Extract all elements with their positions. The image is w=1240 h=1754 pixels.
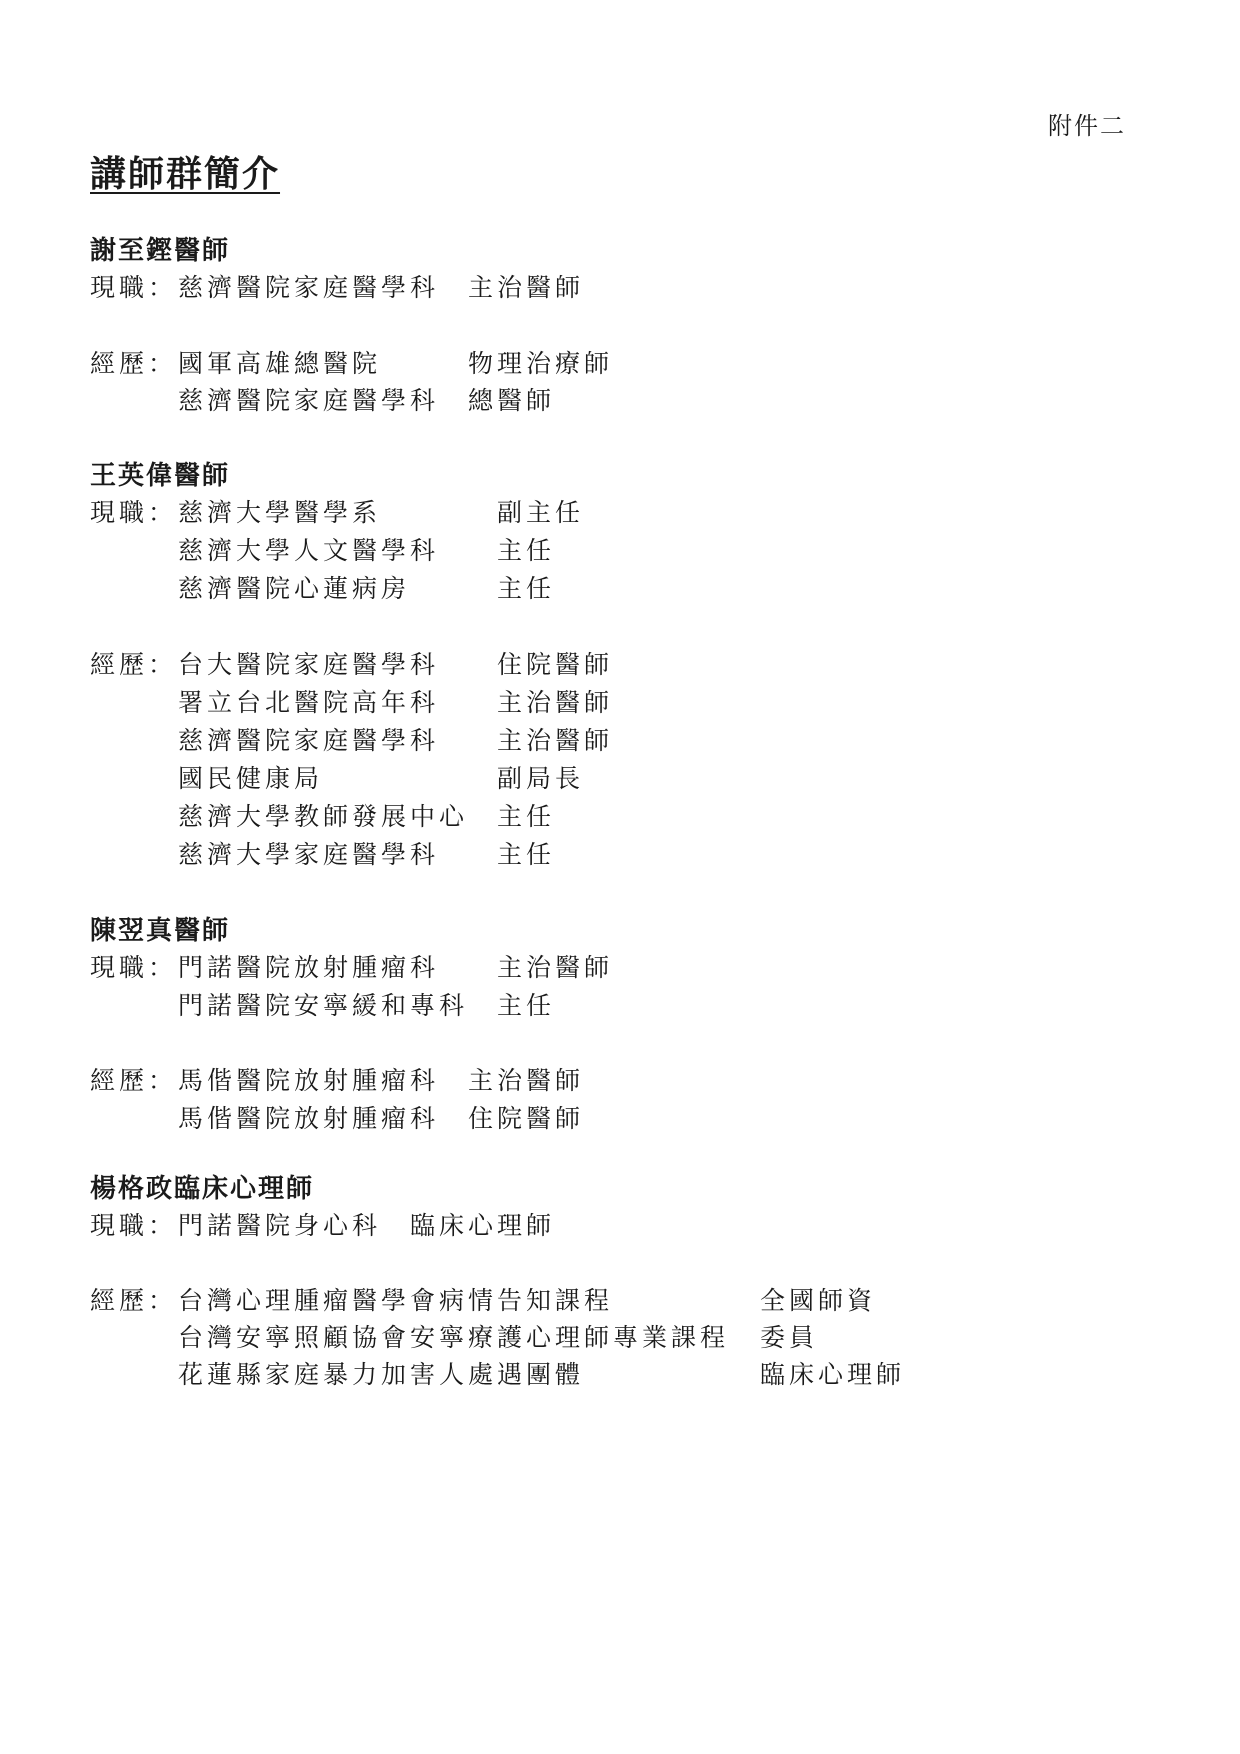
attachment-label: 附件二 (1048, 112, 1126, 140)
current-org: 慈濟醫院心蓮病房 (178, 574, 411, 603)
history-org: 台灣安寧照顧協會安寧療護心理師專業課程 (178, 1323, 730, 1352)
history-role: 主治醫師 (497, 726, 614, 755)
current-org: 門諾醫院放射腫瘤科 (178, 953, 440, 982)
lecturer-name: 謝至鏗醫師 (90, 236, 231, 266)
current-label: 現職： (90, 1211, 178, 1240)
history-org: 馬偕醫院放射腫瘤科 (178, 1066, 440, 1095)
history-org: 台灣心理腫瘤醫學會病情告知課程 (178, 1286, 614, 1315)
history-org: 馬偕醫院放射腫瘤科 (178, 1104, 440, 1133)
current-label: 現職： (90, 953, 178, 982)
history-role: 物理治療師 (468, 349, 614, 378)
history-org: 國民健康局 (178, 764, 324, 793)
history-org: 國軍高雄總醫院 (178, 349, 382, 378)
history-label: 經歷： (90, 650, 178, 679)
page-title: 講師群簡介 (90, 154, 281, 195)
lecturer-name: 陳翌真醫師 (90, 916, 231, 946)
lecturer-name: 楊格政臨床心理師 (90, 1174, 315, 1204)
history-org: 慈濟醫院家庭醫學科 (178, 386, 440, 415)
history-role: 主任 (497, 802, 556, 831)
current-role: 主任 (497, 574, 556, 603)
current-org: 門諾醫院身心科 (178, 1211, 382, 1240)
current-org: 門諾醫院安寧緩和專科 (178, 991, 469, 1020)
current-label: 現職： (90, 498, 178, 527)
history-org: 署立台北醫院高年科 (178, 688, 440, 717)
current-role: 臨床心理師 (410, 1211, 556, 1240)
current-role: 主任 (497, 991, 556, 1020)
current-role: 主治醫師 (468, 273, 585, 302)
current-role: 主任 (497, 536, 556, 565)
history-role: 主任 (497, 840, 556, 869)
history-role: 臨床心理師 (760, 1360, 906, 1389)
history-role: 副局長 (497, 764, 585, 793)
history-org: 慈濟大學家庭醫學科 (178, 840, 440, 869)
history-org: 慈濟大學教師發展中心 (178, 802, 469, 831)
history-role: 主治醫師 (468, 1066, 585, 1095)
current-org: 慈濟大學醫學系 (178, 498, 382, 527)
history-role: 全國師資 (760, 1286, 877, 1315)
history-org: 慈濟醫院家庭醫學科 (178, 726, 440, 755)
history-label: 經歷： (90, 349, 178, 378)
history-role: 主治醫師 (497, 688, 614, 717)
history-role: 總醫師 (468, 386, 556, 415)
history-role: 委員 (760, 1323, 819, 1352)
history-org: 台大醫院家庭醫學科 (178, 650, 440, 679)
current-org: 慈濟醫院家庭醫學科 (178, 273, 440, 302)
history-label: 經歷： (90, 1066, 178, 1095)
current-role: 主治醫師 (497, 953, 614, 982)
history-role: 住院醫師 (468, 1104, 585, 1133)
current-role: 副主任 (497, 498, 585, 527)
history-role: 住院醫師 (497, 650, 614, 679)
current-label: 現職： (90, 273, 178, 302)
history-label: 經歷： (90, 1286, 178, 1315)
history-org: 花蓮縣家庭暴力加害人處遇團體 (178, 1360, 585, 1389)
lecturer-name: 王英偉醫師 (90, 461, 231, 491)
current-org: 慈濟大學人文醫學科 (178, 536, 440, 565)
